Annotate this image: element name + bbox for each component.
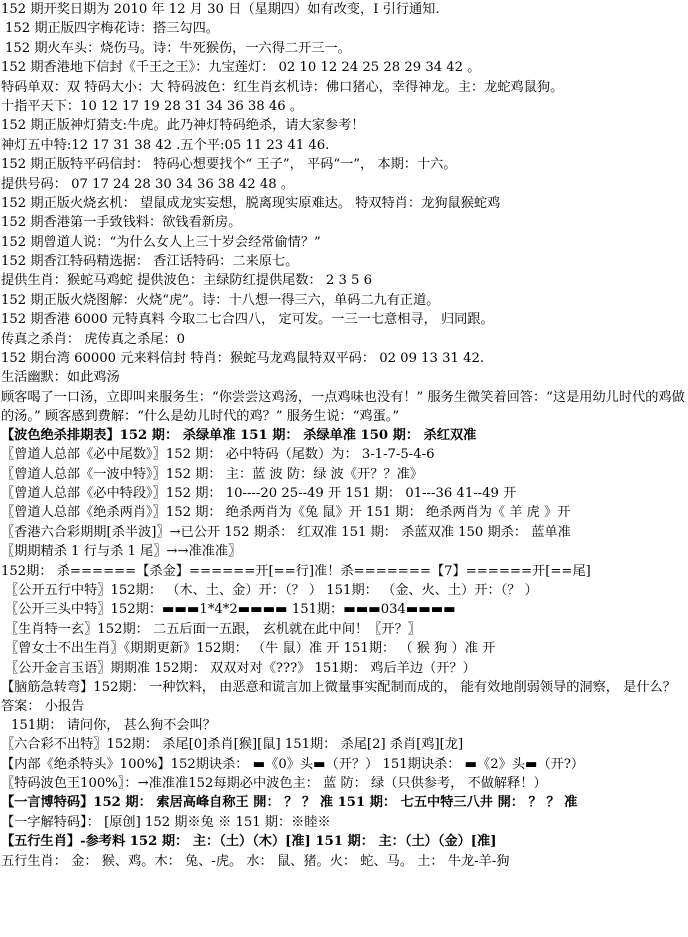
line-fire-diagram: 152 期正版火烧图解：火烧“虎”。诗：十八想一得三六，单码二九有正道。: [1, 292, 440, 308]
line-magic-lamp: 152 期正版神灯猜支:牛虎。此乃神灯特码绝杀，请大家参考！: [1, 118, 365, 134]
line-fire-mystery: 152 期正版火烧玄机： 望鼠成龙实妄想，脱离现实原难达。 特双特肖：龙狗鼠猴蛇鸡: [1, 195, 501, 211]
line-lamp-numbers: 神灯五中特:12 17 31 38 42 .五个平:05 11 23 41 46.: [1, 137, 330, 153]
line-teaser-151: 151期： 请问你， 甚么狗不会叫？: [11, 717, 216, 733]
line-zodiac-mystery: 〖生肖特一玄〗152期： 二五后面一五跟， 玄机就在此中间！〖开？〗: [5, 621, 421, 637]
line-golden-words: 〖公开金言玉语〗期期准 152期： 双双对对《???》 151期： 鸡后羊边（开？）: [5, 660, 476, 676]
line-five-elements: 〖公开五行中特〗152期： （木、土、金）开：（？ ） 151期： （金、火、土）开：（？ ）: [5, 582, 538, 598]
document-body: [1, 0, 687, 871]
line-train-head: 152 期火车头：烧伤马。诗：牛死猴伤，一六得二开三一。: [5, 40, 351, 56]
line-brain-teaser: 【脑筋急转弯】152期： 一种饮料， 由恶意和谎言加上微量事实配制而成的， 能有效地削弱领导的洞察， 是什么？ 答案： 小报告: [1, 679, 676, 714]
line-zeng-wave: 〖曾道人总部《一波中特》〗152 期： 主：蓝 波 防：绿 波《开？？准》: [1, 466, 423, 482]
line-provided-numbers: 提供号码： 07 17 24 28 30 34 36 38 42 48 。: [1, 176, 295, 192]
line-kill-row-tail: 〖期期精杀 1 行与杀 1 尾〗→→准准准〗: [1, 544, 242, 560]
line-wave-king: 〖特码波色王100%〗：→准准准152每期必中波色主： 蓝 防： 绿（只供参考， 不做解释！）: [1, 776, 547, 792]
line-fax-kill: 传真之杀肖： 虎传真之杀尾：0: [1, 331, 186, 347]
line-draw-date: 152 期开奖日期为 2010 年 12 月 30 日（星期四）如有改变，I 引行通知.: [1, 2, 440, 17]
line-hk-first-hand: 152 期香港第一手致钱料：欲钱看新房。: [1, 215, 242, 231]
line-ms-zeng: 〖曾女士不出生肖〗《期期更新》152期： （牛 鼠）准 开 151期： （ 猴 狗 ）准 开: [5, 641, 496, 657]
line-xiangjiang: 152 期香江特码精选据： 香江话特码：二来原七。: [1, 254, 299, 270]
line-hk-6000: 152 期香港 6000 元特真料 今取二七合四八， 定可发。一三一七意相寻， 归同跟。: [1, 312, 494, 328]
line-three-heads: 〖公开三头中特〗152期：▬▬▬1*4*2▬▬▬▬ 151期：▬▬▬034▬▬▬▬: [5, 602, 456, 618]
line-flat-code-envelope: 152 期正版特平码信封： 特码心想要找个“ 王子”， 平码“一”， 本期：十六。: [1, 157, 457, 173]
line-no-special: 〖六合彩不出特〗152期： 杀尾[0]杀肖[猴][鼠] 151期： 杀尾[2] 杀肖[鸡][龙]: [1, 737, 464, 753]
line-wave-color-kill: 【波色绝杀排期表】152 期： 杀绿单准 151 期： 杀绿单准 150 期： 杀红双准: [1, 427, 477, 443]
line-one-char: 【一字解特码】： [原创] 152 期※兔 ※ 151 期：※睦※: [1, 814, 331, 830]
line-provided-zodiac: 提供生肖：猴蛇马鸡蛇 提供波色：主绿防红提供尾数： 2 3 5 6: [1, 273, 373, 289]
line-one-word-bet: 【一言博特码】152 期： 索居高峰自称王 開： ？ ？ 准 151 期： 七五中特三八井 開： ？ ？ 准: [1, 795, 578, 811]
line-humor-body: 顾客喝了一口汤，立即叫来服务生：“你尝尝这鸡汤，一点鸡味也没有！” 服务生微笑着回答：“这是用幼儿时代的鸡做的汤。” 顾客感到费解：“什么是幼儿时代的鸡？” 服务生说：“鸡蛋。”: [1, 389, 685, 424]
line-humor-title: 生活幽默：如此鸡汤: [1, 370, 120, 386]
line-kill-head: 【内部《绝杀特头》100%】152期诀杀： ▬《0》头▬（开？） 151期诀杀： ▬《2》头▬（开?）: [1, 756, 585, 772]
line-kill-gold: 152期： 杀======【杀金】======开[==行]准！杀=======【7】======开[==尾]: [1, 563, 591, 579]
line-zeng-says: 152 期曾道人说：“为什么女人上三十岁会经常偷情？”: [1, 234, 321, 250]
line-zeng-segment: 〖曾道人总部《必中特段》〗152 期： 10----20 25--49 开 151 期： 01---36 41--49 开: [1, 485, 517, 501]
line-odd-even: 特码单双：双 特码大小：大 特码波色：红生肖玄机诗：佛口猪心，幸得神龙。主：龙蛇鸡鼠狗。: [1, 79, 564, 95]
line-ten-fingers: 十指平天下：10 12 17 19 28 31 34 36 38 46 。: [1, 98, 304, 114]
line-hk-half-wave: 〖香港六合彩期期[杀半波]〗→已公开 152 期杀： 红双准 151 期： 杀蓝双准 150 期杀： 蓝单准: [1, 524, 571, 540]
line-zeng-kill-two: 〖曾道人总部《绝杀两肖》〗152 期： 绝杀两肖为《兔 鼠》开 151 期： 绝杀两肖为《 羊 虎 》开: [1, 505, 571, 521]
line-five-zodiac: 【五行生肖】-参考料 152 期： 主：（土）（木）[准] 151 期： 主：（土）（金）[准]: [1, 834, 497, 850]
line-zeng-tail: 〖曾道人总部《必中尾数》〗152 期： 必中特码（尾数）为： 3-1-7-5-4-6: [1, 447, 435, 463]
line-taiwan-60000: 152 期台湾 60000 元来料信封 特肖：猴蛇马龙鸡鼠特双平码： 02 09 13 31 42.: [1, 351, 485, 367]
line-hk-envelope: 152 期香港地下信封《千王之王》：九宝莲灯： 02 10 12 24 25 28 29 34 42 。: [1, 60, 481, 76]
line-plum-poem: 152 期正版四字梅花诗：搭三勾四。: [5, 21, 219, 37]
line-five-zodiac-list: 五行生肖： 金： 猴、鸡。木： 兔、-虎。 水： 鼠、猪。火： 蛇、马。 土： 牛龙-羊-狗: [1, 853, 510, 869]
